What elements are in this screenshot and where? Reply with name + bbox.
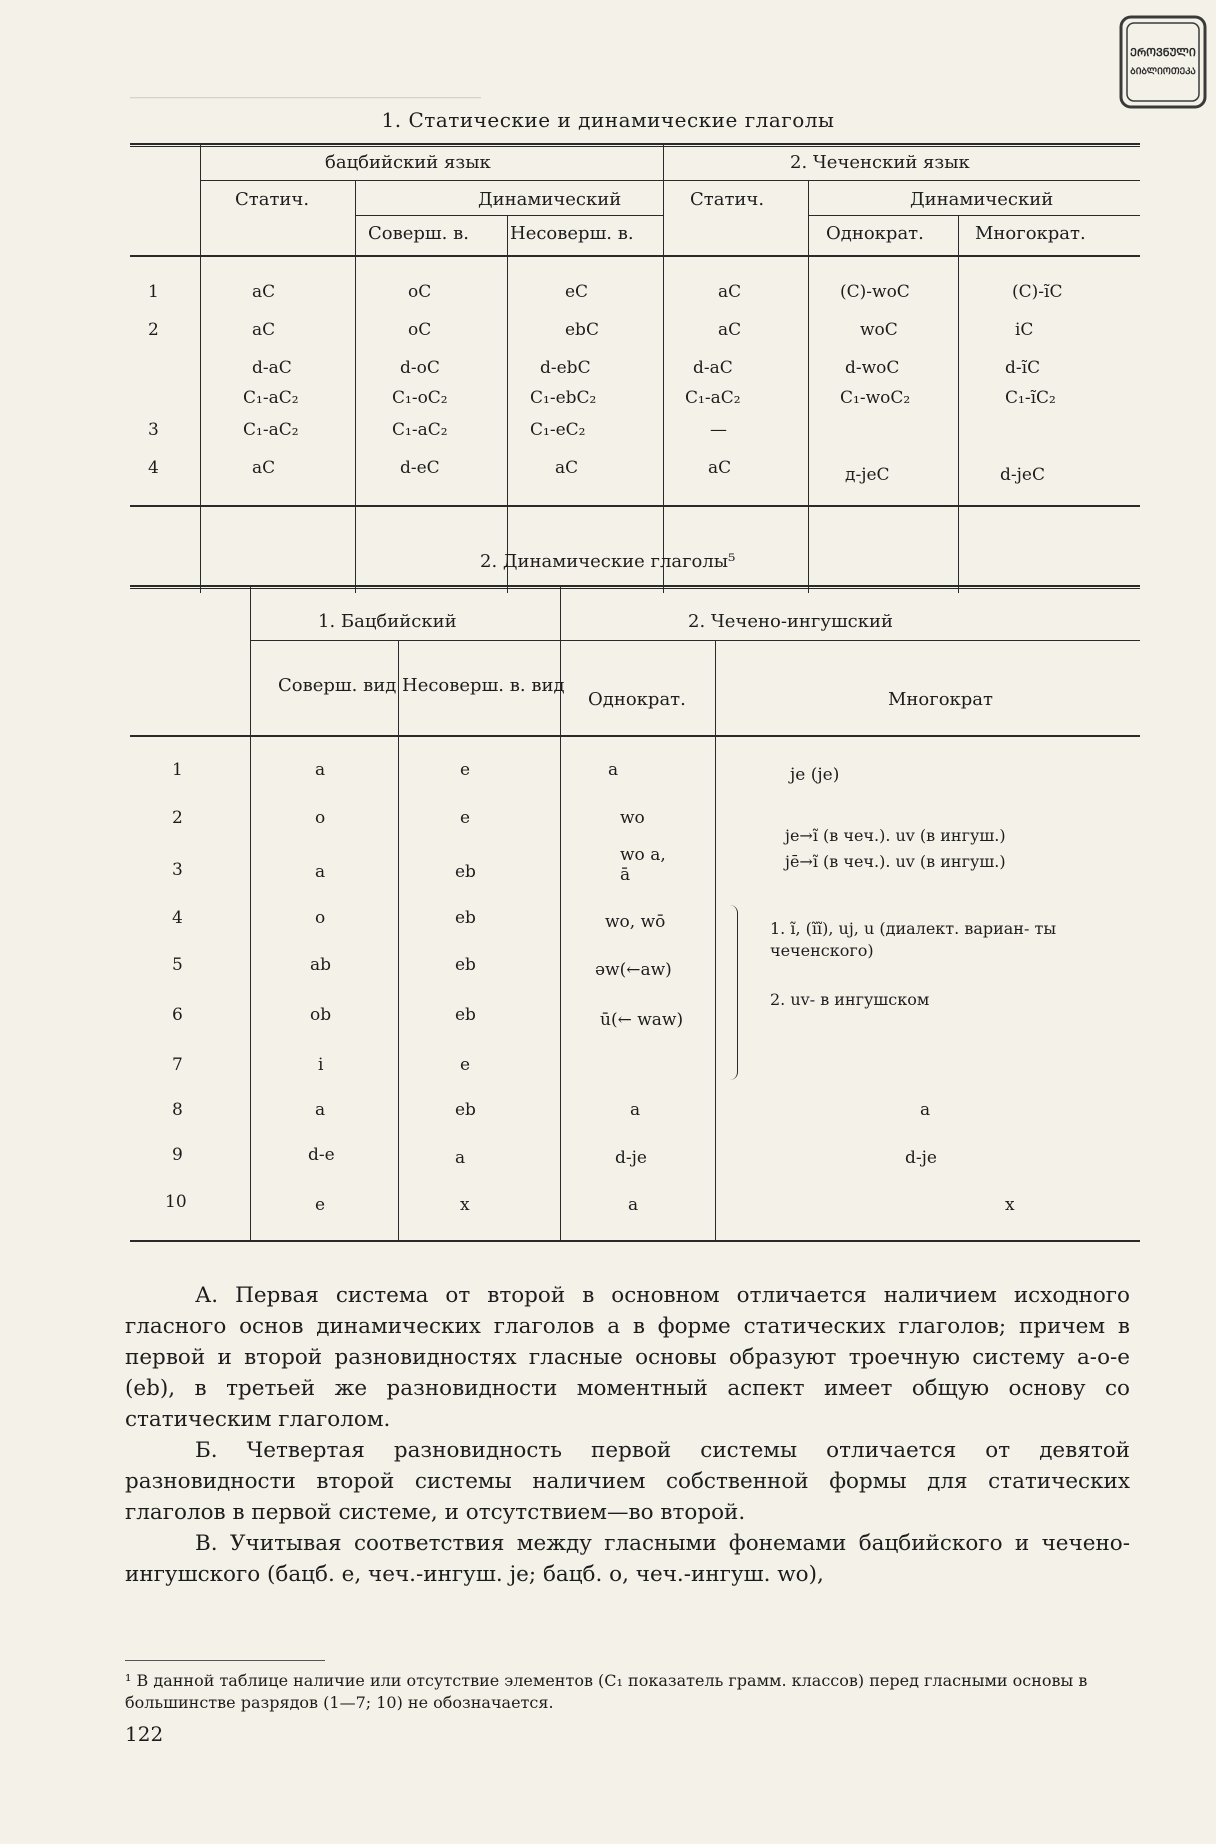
t2-row-num: 10 bbox=[165, 1192, 187, 1212]
t1-cell: aC bbox=[708, 458, 732, 478]
t2-cell: je (je) bbox=[790, 765, 840, 785]
dynamic2-header: Динамический bbox=[910, 189, 1054, 210]
t2-cell: a bbox=[315, 862, 326, 882]
t1-cell: C₁-woC₂ bbox=[840, 388, 911, 408]
t2-row-num: 9 bbox=[172, 1145, 183, 1165]
t2-cell: d-je bbox=[905, 1148, 937, 1168]
t2-cell: a bbox=[315, 1100, 326, 1120]
brace bbox=[729, 905, 738, 1080]
t2-row-num: 3 bbox=[172, 860, 183, 880]
t1-cell: d-woC bbox=[845, 358, 900, 378]
table2-title: 2. Динамические глаголы⁵ bbox=[480, 551, 736, 572]
paragraph-c: В. Учитывая соответствия между гласными фонемами бацбийского и чечено-ингушского (бацб. e, чеч.-ингуш. je; бацб. o, чеч.-ингуш. wo), bbox=[125, 1531, 1130, 1587]
t1-row-num: 2 bbox=[148, 320, 159, 340]
t1-cell: woC bbox=[860, 320, 898, 340]
t1-cell: aC bbox=[252, 458, 276, 478]
t2-cell: eb bbox=[455, 955, 476, 975]
t2-cell: d-e bbox=[308, 1145, 335, 1165]
t1-cell: d-aC bbox=[252, 358, 292, 378]
t1-cell: d-oC bbox=[400, 358, 440, 378]
t1-cell: eC bbox=[565, 282, 589, 302]
t2-cell: a bbox=[920, 1100, 931, 1120]
t2-cell: o bbox=[315, 808, 326, 828]
t1-cell: C₁-oC₂ bbox=[392, 388, 448, 408]
t2-cell: jē→ĩ (в чеч.). uv (в ингуш.) bbox=[785, 852, 1006, 871]
t1-cell: d-jeC bbox=[1000, 465, 1045, 485]
static1-header: Статич. bbox=[235, 189, 310, 210]
paragraph-b: Б. Четвертая разновидность первой системы отличается от девятой разновидности второй системы наличием собственной формы для статических глаголов в первой системе, и отсутствием—во второй. bbox=[125, 1438, 1130, 1525]
t1-cell: д-jeC bbox=[845, 465, 890, 485]
t2-row-num: 6 bbox=[172, 1005, 183, 1025]
t2-cell: o bbox=[315, 908, 326, 928]
t2-cell: ū(← waw) bbox=[600, 1010, 684, 1030]
svg-text:ᲔᲠᲝᲕᲜᲣᲚᲘ: ᲔᲠᲝᲕᲜᲣᲚᲘ bbox=[1130, 46, 1196, 59]
t2-row-num: 2 bbox=[172, 808, 183, 828]
t1-row-num: 3 bbox=[148, 420, 159, 440]
t1-cell: oC bbox=[408, 320, 432, 340]
footnote: ¹ В данной таблице наличие или отсутствие элементов (C₁ показатель грамм. классов) перед гласными основы в большинстве разрядов (1—7; 10) не обозначается. bbox=[125, 1671, 1088, 1712]
t2-cell: x bbox=[1005, 1195, 1015, 1215]
t2-row-num: 8 bbox=[172, 1100, 183, 1120]
t1-cell: C₁-ĩC₂ bbox=[1005, 388, 1056, 408]
t1-cell: aC bbox=[718, 282, 742, 302]
t2-row-num: 4 bbox=[172, 908, 183, 928]
t1-cell: d-ebC bbox=[540, 358, 591, 378]
t1-row-num: 1 bbox=[148, 282, 159, 302]
t1-cell: (C)-ĩC bbox=[1012, 282, 1063, 302]
t2-cell: e bbox=[460, 1055, 471, 1075]
t1-cell: C₁-ebC₂ bbox=[530, 388, 597, 408]
t2-cell: i bbox=[318, 1055, 324, 1075]
t1-cell: C₁-aC₂ bbox=[685, 388, 741, 408]
t2-cell: eb bbox=[455, 1005, 476, 1025]
perf-header: Соверш. в. bbox=[368, 223, 469, 244]
svg-text:ᲑᲘᲑᲚᲘᲝᲗᲔᲙᲐ: ᲑᲘᲑᲚᲘᲝᲗᲔᲙᲐ bbox=[1130, 67, 1196, 77]
lang1-header: бацбийский язык bbox=[325, 152, 491, 173]
t2-cell: e bbox=[460, 808, 471, 828]
table1-title: 1. Статические и динамические глаголы bbox=[381, 108, 835, 132]
t2-many-header: Многократ bbox=[888, 689, 993, 710]
t2-cell: eb bbox=[455, 908, 476, 928]
dynamic1-header: Динамический bbox=[478, 189, 622, 210]
imperf-header: Несоверш. в. bbox=[510, 223, 634, 244]
t2-cell: a bbox=[630, 1100, 641, 1120]
t2-cell: 2. uv- в ингушском bbox=[770, 990, 930, 1009]
t1-cell: C₁-aC₂ bbox=[243, 420, 299, 440]
t1-row-num: 4 bbox=[148, 458, 159, 478]
t2-cell: ob bbox=[310, 1005, 332, 1025]
t2-cell: wo bbox=[620, 808, 645, 828]
once-header: Однократ. bbox=[826, 223, 924, 244]
t2-cell: 1. ĩ, (ĩĩ), uj, u (диалект. вариан- ты чеченского) bbox=[770, 919, 1057, 960]
body-text bbox=[125, 1280, 1130, 1590]
static2-header: Статич. bbox=[690, 189, 765, 210]
t1-cell: C₁-aC₂ bbox=[243, 388, 299, 408]
t2-cell: a bbox=[315, 760, 326, 780]
t2-cell: ab bbox=[310, 955, 332, 975]
library-stamp bbox=[1118, 14, 1208, 110]
t2-cell: wo a, ā bbox=[620, 845, 666, 885]
t2-cell: a bbox=[628, 1195, 639, 1215]
paragraph-a: А. Первая система от второй в основном отличается наличием исходного гласного основ динамических глаголов a в форме статических глаголов; причем в первой и второй разновидностях гласные основы образуют троечную систему a-o-e (eb), в третьей же разновидности моментный аспект имеет общую основу со статическим глаголом. bbox=[125, 1283, 1130, 1432]
t1-cell: iC bbox=[1015, 320, 1034, 340]
t2-cell: a bbox=[608, 760, 619, 780]
t1-cell: C₁-aC₂ bbox=[392, 420, 448, 440]
many-header: Многократ. bbox=[975, 223, 1086, 244]
t1-cell: aC bbox=[555, 458, 579, 478]
page-number: 122 bbox=[125, 1722, 164, 1746]
t2-cell: a bbox=[455, 1148, 466, 1168]
t1-cell: ebC bbox=[565, 320, 599, 340]
t1-cell: d-aC bbox=[693, 358, 733, 378]
t2-cell: eb bbox=[455, 1100, 476, 1120]
t1-cell: d-eC bbox=[400, 458, 440, 478]
t2-row-num: 7 bbox=[172, 1055, 183, 1075]
t2-imperf-header: Несоверш. в. вид bbox=[402, 675, 565, 696]
t1-cell: aC bbox=[718, 320, 742, 340]
footnote-rule bbox=[125, 1660, 325, 1661]
t2-cell: əw(←aw) bbox=[595, 960, 672, 980]
t2-cell: d-je bbox=[615, 1148, 647, 1168]
t2-cell: x bbox=[460, 1195, 470, 1215]
lang2-header: 2. Чеченский язык bbox=[790, 152, 970, 173]
t2-row-num: 1 bbox=[172, 760, 183, 780]
t2-cell: e bbox=[460, 760, 471, 780]
t1-cell: — bbox=[710, 420, 727, 440]
t2-row-num: 5 bbox=[172, 955, 183, 975]
t1-cell: (C)-woC bbox=[840, 282, 910, 302]
t2-perf-header: Соверш. вид bbox=[278, 675, 397, 696]
t2-lang1-header: 1. Бацбийский bbox=[318, 611, 457, 632]
t1-cell: oC bbox=[408, 282, 432, 302]
t1-cell: d-ĩC bbox=[1005, 358, 1041, 378]
t2-lang2-header: 2. Чечено-ингушский bbox=[688, 611, 894, 632]
t2-cell: je→ĩ (в чеч.). uv (в ингуш.) bbox=[785, 826, 1006, 845]
t2-cell: e bbox=[315, 1195, 326, 1215]
t2-cell: wo, wō bbox=[605, 912, 666, 932]
t1-cell: aC bbox=[252, 320, 276, 340]
t1-cell: C₁-eC₂ bbox=[530, 420, 586, 440]
bleedthrough-text: _______________________________________ bbox=[130, 78, 481, 99]
t2-once-header: Однократ. bbox=[588, 689, 686, 710]
t1-cell: aC bbox=[252, 282, 276, 302]
t2-cell: eb bbox=[455, 862, 476, 882]
